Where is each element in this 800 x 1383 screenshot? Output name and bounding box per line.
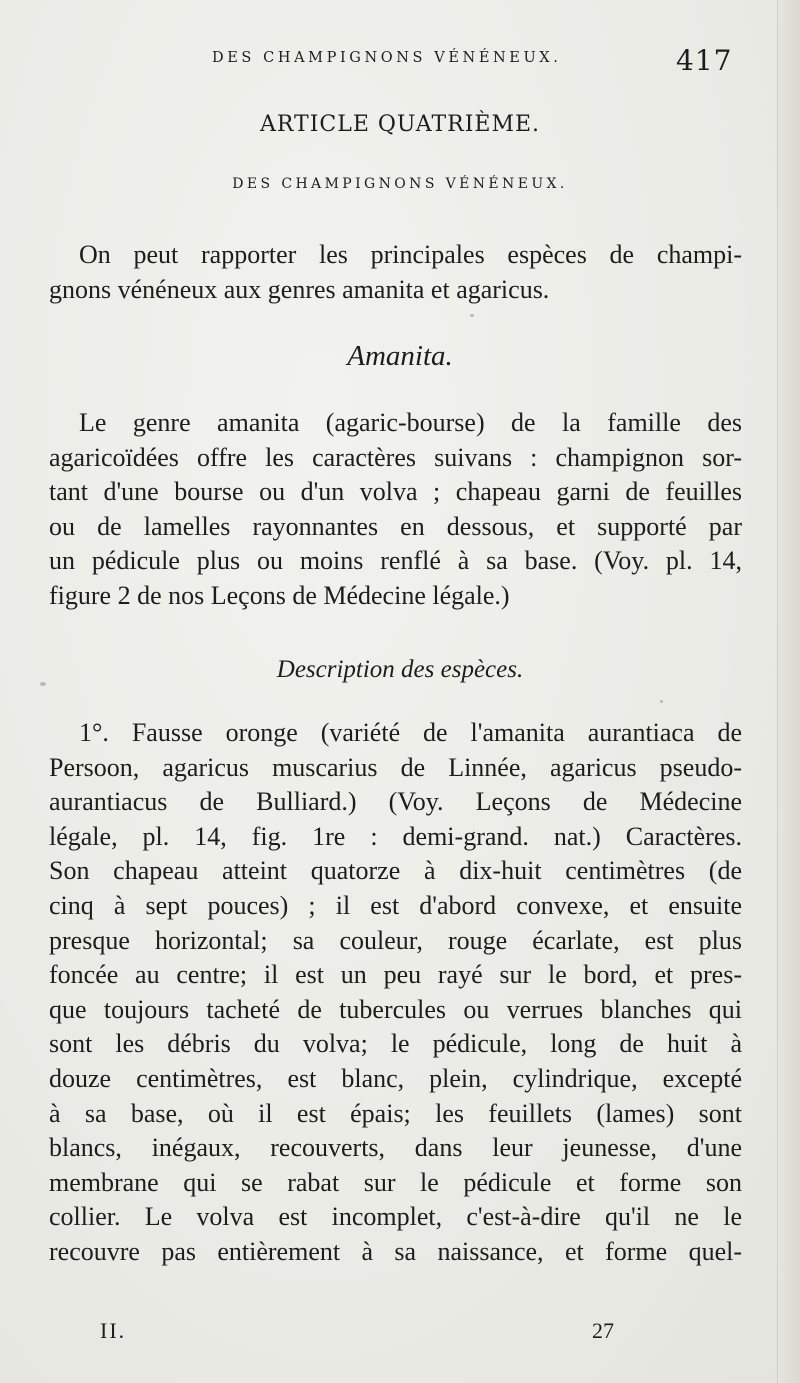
- text-line: presque horizontal; sa couleur, rouge écarlate, est plus: [49, 925, 742, 955]
- signature-mark: II.: [100, 1318, 127, 1343]
- running-title: DES CHAMPIGNONS VÉNÉNEUX.: [212, 50, 562, 66]
- text-line: collier. Le volva est incomplet, c'est-à-dire qu'il ne le: [49, 1202, 742, 1232]
- text-line: Son chapeau atteint quatorze à dix-huit centimètres (de: [49, 856, 742, 886]
- text-line: ou de lamelles rayonnantes en dessous, et supporté par: [49, 511, 742, 541]
- genus-paragraph: [49, 406, 742, 614]
- text-line: agaricoïdées offre les caractères suivans : champignon sor-: [49, 442, 742, 472]
- text-line: à sa base, où il est épais; les feuillets (lames) sont: [49, 1098, 742, 1128]
- text-line: légale, pl. 14, fig. 1re : demi-grand. nat.) Caractères.: [49, 821, 742, 851]
- gathering-mark: 27: [592, 1318, 614, 1343]
- species-paragraph: [49, 716, 742, 1270]
- text-line: On peut rapporter les principales espèces de champi-: [79, 240, 742, 269]
- text-line: Persoon, agaricus muscarius de Linnée, agaricus pseudo-: [49, 752, 742, 782]
- text-line: foncée au centre; il est un peu rayé sur le bord, et pres-: [49, 960, 742, 990]
- text-line: aurantiacus de Bulliard.) (Voy. Leçons de Médecine: [49, 787, 742, 817]
- ink-speck: [660, 700, 663, 703]
- intro-paragraph: [49, 238, 742, 307]
- text-line: recouvre pas entièrement à sa naissance, et forme quel-: [49, 1236, 742, 1266]
- text-line: que toujours tacheté de tubercules ou verrues blanches qui: [49, 994, 742, 1024]
- text-line: gnons vénéneux aux genres amanita et agaricus.: [49, 274, 550, 304]
- text-line: Le genre amanita (agaric-bourse) de la famille des: [79, 408, 742, 437]
- text-line: 1°. Fausse oronge (variété de l'amanita aurantiaca de: [79, 718, 742, 747]
- genus-title: Amanita.: [347, 340, 453, 372]
- text-line: cinq à sept pouces) ; il est d'abord convexe, et ensuite: [49, 890, 742, 920]
- page-footer: [0, 1318, 800, 1348]
- text-line: blancs, inégaux, recouverts, dans leur jeunesse, d'une: [49, 1133, 742, 1163]
- text-line: membrane qui se rabat sur le pédicule et forme son: [49, 1167, 742, 1197]
- article-heading: ARTICLE QUATRIÈME.: [259, 112, 541, 137]
- running-head: [0, 44, 800, 84]
- text-line: tant d'une bourse ou d'un volva ; chapeau garni de feuilles: [49, 477, 742, 507]
- text-line: douze centimètres, est blanc, plein, cylindrique, excepté: [49, 1063, 742, 1093]
- description-title: Description des espèces.: [276, 656, 524, 683]
- text-line: sont les débris du volva; le pédicule, long de huit à: [49, 1029, 742, 1059]
- text-line: figure 2 de nos Leçons de Médecine légale.): [49, 580, 510, 610]
- page-number: 417: [676, 44, 733, 77]
- page-edge: [777, 0, 800, 1383]
- text-line: un pédicule plus ou moins renflé à sa base. (Voy. pl. 14,: [49, 546, 742, 576]
- ink-speck: [40, 682, 46, 686]
- section-subheading: DES CHAMPIGNONS VÉNÉNEUX.: [232, 176, 568, 192]
- ink-speck: [470, 314, 474, 317]
